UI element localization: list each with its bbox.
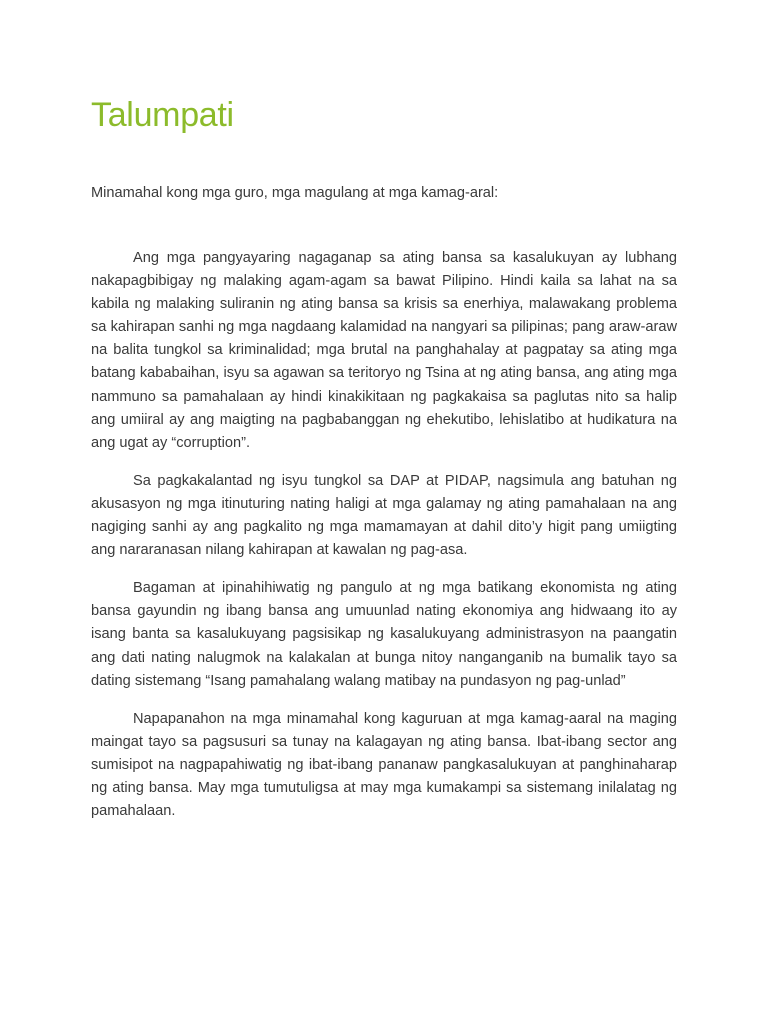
paragraph-1: Ang mga pangyayaring nagaganap sa ating bansa sa kasalukuyan ay lubhang nakapagbibigay ng malaking agam-agam sa bawat Pilipino. Hindi kaila sa lahat na sa kabila ng malaking suliranin ng ating bansa sa krisis sa enerhiya, malawakang problema sa kahirapan sanhi ng mga nagdaang kalamidad na nangyari sa pilipinas; pang araw-araw na balita tungkol sa kriminalidad; mga brutal na panghahalay at pagpatay sa ating mga batang kababaihan, isyu sa agawan sa teritoryo ng Tsina at ng ating bansa, ang ating mga nammuno sa pamahalaan ay hindi kinakikitaan ng pagkakaisa sa paglutas nito sa halip ang umiiral ay ang maigting na pagbabanggan ng ehekutibo, lehislatibo at hudikatura na ang ugat ay “corruption”. [91, 250, 677, 451]
paragraph-3: Bagaman at ipinahihiwatig ng pangulo at ng mga batikang ekonomista ng ating bansa gayundin ng ibang bansa ang umuunlad nating ekonomiya ang hidwaang ito ay isang banta sa kasalukuyang pagsisikap ng kasalukuyang administrasyon na paangatin ang dati nating nalugmok na kalakalan at bunga nitoy nanganganib na bumalik tayo sa dating sistemang “Isang pamahalang walang matibay na pundasyon ng pag-unlad” [91, 580, 677, 689]
salutation: Minamahal kong mga guro, mga magulang at mga kamag-aral: [91, 185, 499, 201]
speech-body [91, 247, 677, 838]
paragraph-2: Sa pagkakalantad ng isyu tungkol sa DAP at PIDAP, nagsimula ang batuhan ng akusasyon ng mga itinuturing nating haligi at mga galamay ng ating pamahalaan na ang nagiging sanhi ay ang pagkalito ng mga mamamayan at dahil dito’y higit pang umiigting ang nararanasan nilang kahirapan at kawalan ng pag-asa. [91, 472, 677, 559]
paragraph-4: Napapanahon na mga minamahal kong kaguruan at mga kamag-aaral na maging maingat tayo sa pagsusuri sa tunay na kalagayan ng ating bansa. Ibat-ibang sector ang sumisipot na nagpapahiwatig ng ibat-ibang pananaw pangkasalukuyan at panghinaharap ng ating bansa. May mga tumutuligsa at may mga kumakampi sa sistemang inilalatag ng pamahalaan. [91, 710, 677, 820]
document-title: Talumpati [91, 96, 234, 134]
